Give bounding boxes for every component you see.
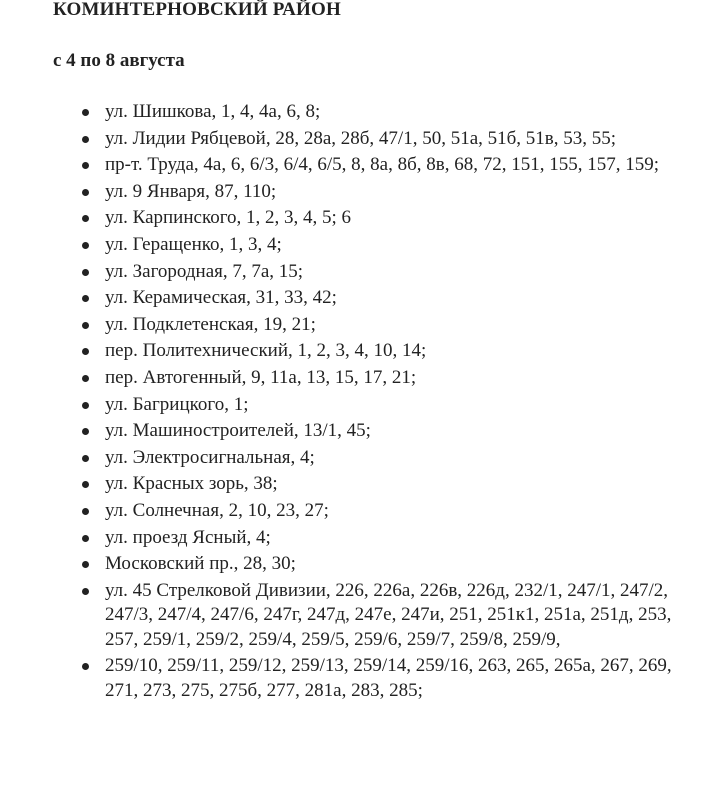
bullet-icon <box>82 375 89 382</box>
bullet-icon <box>82 455 89 462</box>
bullet-icon <box>82 189 89 196</box>
list-item <box>0 654 690 703</box>
list-item <box>0 286 690 310</box>
street-text: ул. 45 Стрелковой Дивизии, 226, 226а, 226в, 226д, 232/1, 247/1, 247/2, 247/3, 247/4, 247/6, 247г, 247д, 247е, 247и, 251, 251к1, 251а, 251д, 253, 257, 259/1, 259/2, 259/4, 259/5, 259/6, 259/7, 259/8, 259/9, <box>105 579 672 650</box>
list-item <box>0 260 690 284</box>
street-text: ул. Солнечная, 2, 10, 23, 27; <box>105 499 329 521</box>
list-item <box>0 472 690 496</box>
street-text: ул. Лидии Рябцевой, 28, 28а, 28б, 47/1, 50, 51а, 51б, 51в, 53, 55; <box>105 127 617 149</box>
street-text: ул. 9 Января, 87, 110; <box>105 180 277 202</box>
bullet-icon <box>82 428 89 435</box>
bullet-icon <box>82 109 89 116</box>
street-text: ул. Багрицкого, 1; <box>105 393 249 415</box>
street-text: ул. Загородная, 7, 7а, 15; <box>105 260 304 282</box>
list-item <box>0 366 690 390</box>
street-text: ул. Карпинского, 1, 2, 3, 4, 5; 6 <box>105 207 352 229</box>
list-item <box>0 180 690 204</box>
list-item <box>0 393 690 417</box>
bullet-icon <box>82 663 89 670</box>
bullet-icon <box>82 348 89 355</box>
street-text: ул. Керамическая, 31, 33, 42; <box>105 287 337 309</box>
bullet-icon <box>82 215 89 222</box>
street-text: ул. Машиностроителей, 13/1, 45; <box>105 420 371 442</box>
list-item <box>0 579 690 652</box>
street-text: ул. Геращенко, 1, 3, 4; <box>105 233 282 255</box>
list-item <box>0 446 690 470</box>
street-text: ул. Шишкова, 1, 4, 4а, 6, 8; <box>105 101 321 122</box>
bullet-icon <box>82 322 89 329</box>
bullet-icon <box>82 481 89 488</box>
bullet-icon <box>82 136 89 143</box>
street-text: пер. Автогенный, 9, 11а, 13, 15, 17, 21; <box>105 366 417 388</box>
date-range: с 4 по 8 августа <box>53 50 185 71</box>
list-item <box>0 153 690 177</box>
district-title: КОМИНТЕРНОВСКИЙ РАЙОН <box>53 0 341 20</box>
street-text: пр-т. Труда, 4а, 6, 6/3, 6/4, 6/5, 8, 8а, 8б, 8в, 68, 72, 151, 155, 157, 159; <box>105 154 660 176</box>
bullet-icon <box>82 162 89 169</box>
street-text: Московский пр., 28, 30; <box>105 553 296 575</box>
list-item <box>0 100 690 124</box>
bullet-icon <box>82 508 89 515</box>
bullet-icon <box>82 295 89 302</box>
list-item <box>0 127 690 151</box>
bullet-icon <box>82 269 89 276</box>
list-item <box>0 552 690 576</box>
street-text: ул. Электросигнальная, 4; <box>105 446 315 468</box>
street-text: 259/10, 259/11, 259/12, 259/13, 259/14, 259/16, 263, 265, 265а, 267, 269, 271, 273, 275, 275б, 277, 281а, 283, 285; <box>105 655 672 701</box>
bullet-icon <box>82 402 89 409</box>
list-item <box>0 233 690 257</box>
bullet-icon <box>82 561 89 568</box>
street-text: ул. Красных зорь, 38; <box>105 473 278 495</box>
street-text: ул. проезд Ясный, 4; <box>105 526 271 548</box>
list-item <box>0 419 690 443</box>
street-list <box>0 100 690 705</box>
list-item <box>0 206 690 230</box>
list-item <box>0 313 690 337</box>
bullet-icon <box>82 588 89 595</box>
list-item <box>0 526 690 550</box>
bullet-icon <box>82 242 89 249</box>
list-item <box>0 499 690 523</box>
list-item <box>0 339 690 363</box>
street-text: ул. Подклетенская, 19, 21; <box>105 313 316 335</box>
bullet-icon <box>82 535 89 542</box>
street-text: пер. Политехнический, 1, 2, 3, 4, 10, 14; <box>105 340 427 362</box>
